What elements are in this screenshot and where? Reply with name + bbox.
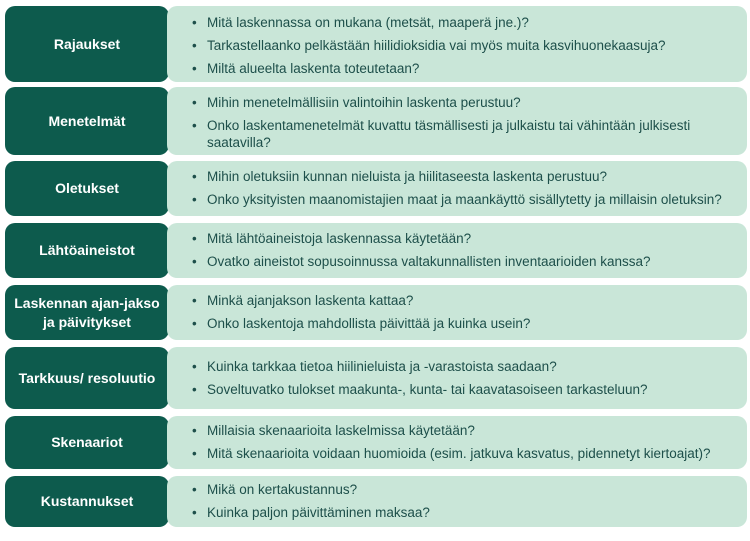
question-item: • Onko laskentamenetelmät kuvattu täsmällisesti ja julkaistu tai vähintään julkisesti saatavilla? (207, 117, 743, 151)
question-item: • Onko laskentoja mahdollista päivittää ja kuinka usein? (207, 315, 743, 332)
question-item: • Mitä skenaarioita voidaan huomioida (esim. jatkuva kasvatus, pidennetyt kiertoajat)? (207, 445, 743, 462)
question-item: • Mikä on kertakustannus? (207, 481, 743, 498)
criteria-label: Laskennan ajan-jakso ja päivitykset (5, 285, 169, 340)
criteria-row-tarkkuus (5, 347, 747, 409)
criteria-row-oletukset (5, 161, 747, 216)
criteria-label: Lähtöaineistot (5, 223, 169, 278)
criteria-row-kustannukset (5, 476, 747, 527)
criteria-label: Menetelmät (5, 87, 169, 155)
questions-panel (167, 87, 747, 155)
criteria-row-rajaukset (5, 6, 747, 82)
question-item: • Miltä alueelta laskenta toteutetaan? (207, 60, 743, 77)
questions-panel (167, 347, 747, 409)
criteria-row-skenaariot (5, 416, 747, 469)
criteria-row-lahtoaineistot (5, 223, 747, 278)
criteria-label: Skenaariot (5, 416, 169, 469)
question-item: • Mitä laskennassa on mukana (metsät, maaperä jne.)? (207, 14, 743, 31)
questions-panel (167, 416, 747, 469)
criteria-row-ajanjakso (5, 285, 747, 340)
questions-panel (167, 161, 747, 216)
question-item: • Mitä lähtöaineistoja laskennassa käytetään? (207, 230, 743, 247)
question-item: • Soveltuvatko tulokset maakunta-, kunta- tai kaavatasoiseen tarkasteluun? (207, 381, 743, 398)
question-item: • Mihin menetelmällisiin valintoihin laskenta perustuu? (207, 94, 743, 111)
question-item: • Kuinka tarkkaa tietoa hiilinieluista ja -varastoista saadaan? (207, 358, 743, 375)
criteria-row-menetelmat (5, 87, 747, 155)
questions-panel (167, 6, 747, 82)
question-item: • Kuinka paljon päivittäminen maksaa? (207, 504, 743, 521)
questions-panel (167, 476, 747, 527)
question-item: • Mihin oletuksiin kunnan nieluista ja hiilitaseesta laskenta perustuu? (207, 168, 743, 185)
question-item: • Millaisia skenaarioita laskelmissa käytetään? (207, 422, 743, 439)
question-item: • Ovatko aineistot sopusoinnussa valtakunnallisten inventaarioiden kanssa? (207, 253, 743, 270)
question-item: • Tarkastellaanko pelkästään hiilidioksidia vai myös muita kasvihuonekaasuja? (207, 37, 743, 54)
questions-panel (167, 223, 747, 278)
question-item: • Minkä ajanjakson laskenta kattaa? (207, 292, 743, 309)
criteria-label: Oletukset (5, 161, 169, 216)
criteria-label: Rajaukset (5, 6, 169, 82)
criteria-label: Kustannukset (5, 476, 169, 527)
questions-panel (167, 285, 747, 340)
question-item: • Onko yksityisten maanomistajien maat ja maankäyttö sisällytetty ja millaisin oletuksin? (207, 191, 743, 208)
criteria-label: Tarkkuus/ resoluutio (5, 347, 169, 409)
